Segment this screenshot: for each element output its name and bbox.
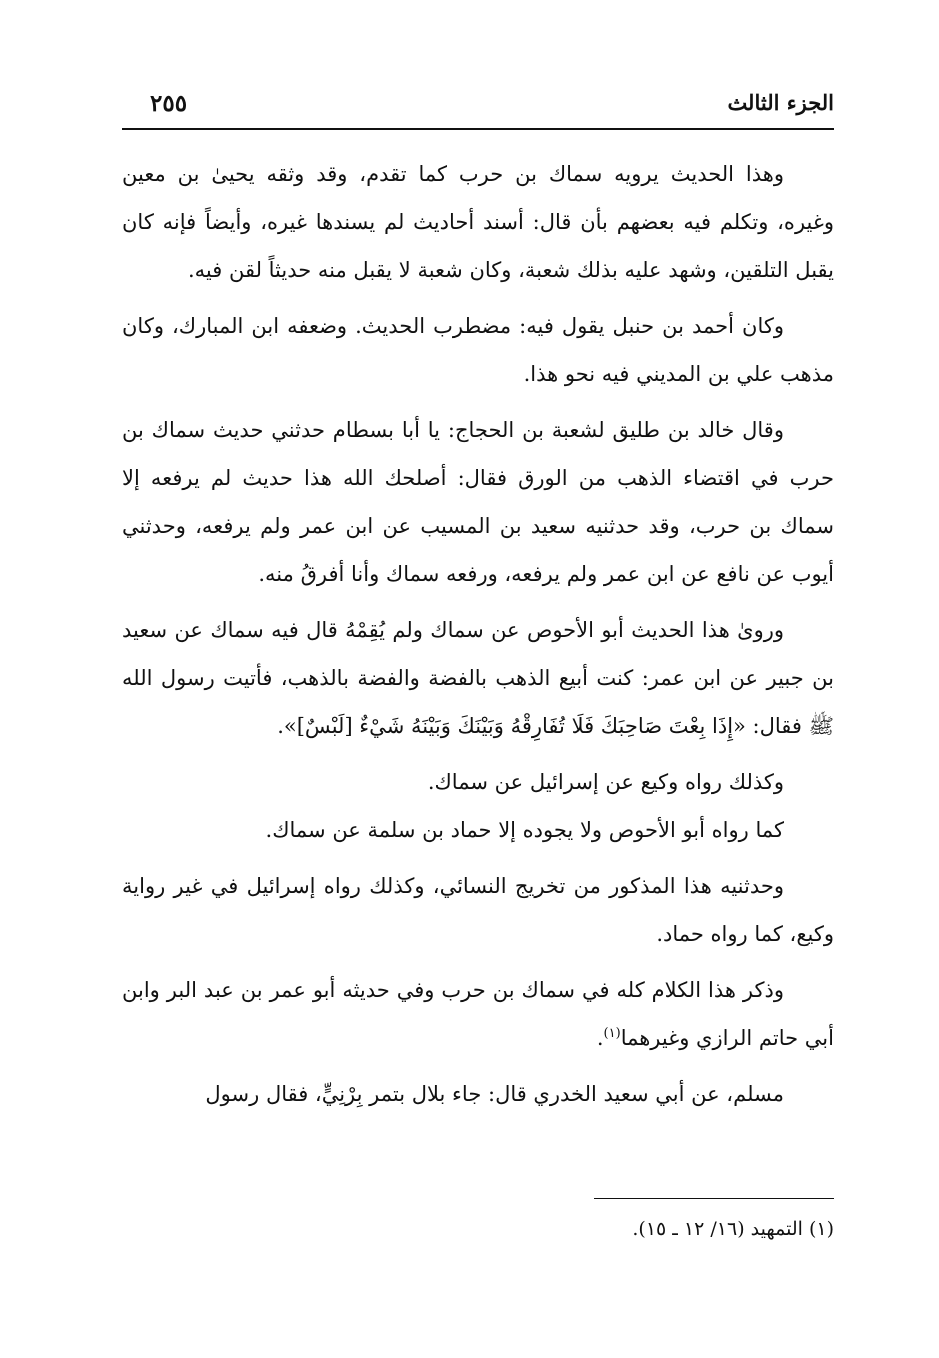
- header-rule: [122, 128, 834, 130]
- page-header: [122, 86, 834, 126]
- footnote: (١) التمهيد (١٦/ ١٢ ـ ١٥).: [632, 1218, 834, 1240]
- paragraph: وكان أحمد بن حنبل يقول فيه: مضطرب الحديث. وضعفه ابن المبارك، وكان مذهب علي بن المديني فيه نحو هذا.: [122, 314, 834, 386]
- running-head: الجزء الثالث: [727, 90, 834, 115]
- paragraph: وقال خالد بن طليق لشعبة بن الحجاج: يا أبا بسطام حدثني حديث سماك بن حرب في اقتضاء الذهب من الورق فقال: أصلحك الله هذا حديث لم يرفعه إلا سماك بن حرب، وقد حدثنيه سعيد بن المسيب عن ابن عمر ولم يرفعه، وحدثني أيوب عن نافع عن ابن عمر ولم يرفعه، ورفعه سماك وأنا أفرقُ منه.: [122, 418, 834, 586]
- body-text: [122, 150, 834, 1126]
- paragraph: وحدثنيه هذا المذكور من تخريج النسائي، وكذلك رواه إسرائيل في غير رواية وكيع، كما رواه حماد.: [122, 874, 834, 946]
- paragraph: ورویٰ هذا الحديث أبو الأحوص عن سماك ولم يُقِمْهُ قال فيه سماك عن سعيد بن جبير عن ابن عمر: كنت أبيع الذهب بالفضة والفضة بالذهب، فأتيت رسول الله ﷺ فقال: «إِذَا بِعْتَ صَاحِبَكَ فَلَا تُفَارِقْهُ وَبَيْنَكَ وَبَيْنَهُ شَيْءٌ [لَبْسٌ]».: [122, 618, 834, 738]
- footnote-reference: (١): [603, 1026, 621, 1041]
- paragraph: كما رواه أبو الأحوص ولا يجوده إلا حماد بن سلمة عن سماك.: [265, 818, 784, 842]
- paragraph: وكذلك رواه وكيع عن إسرائيل عن سماك.: [427, 770, 784, 794]
- paragraph: وهذا الحديث يرويه سماك بن حرب كما تقدم، وقد وثقه يحيىٰ بن معين وغيره، وتكلم فيه بعضهم بأن قال: أسند أحاديث لم يسندها غيره، وأيضاً فإنه كان يقبل التلقين، وشهد عليه بذلك شعبة، وكان شعبة لا يقبل منه حديثاً لقن فيه.: [122, 162, 834, 282]
- footnote-rule: [594, 1198, 834, 1199]
- paragraph-with-footnote: وذكر هذا الكلام كله في سماك بن حرب وفي حديثه أبو عمر بن عبد البر وابن أبي حاتم الرازي وغيرهما$^{(١)}$.: [122, 978, 834, 1050]
- page-number: ٢٥٥: [150, 90, 188, 117]
- paragraph-text: وذكر هذا الكلام كله في سماك بن حرب وفي حديثه أبو عمر بن عبد البر وابن أبي حاتم الرازي وغيرهما: [122, 978, 834, 1050]
- paragraph: مسلم، عن أبي سعيد الخدري قال: جاء بلال بتمر بِرْنِيٍّ، فقال رسول: [205, 1082, 784, 1106]
